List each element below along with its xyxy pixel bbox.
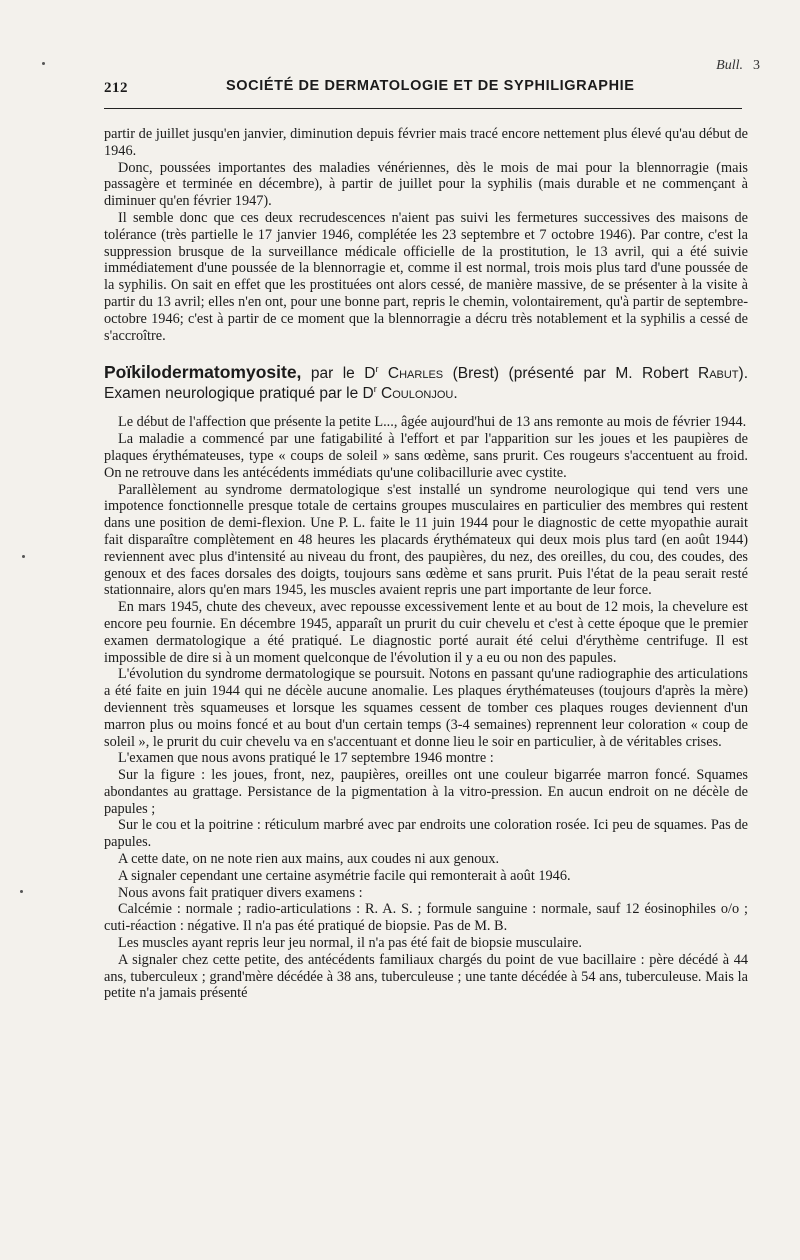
- title-text-2: (Brest) (présenté par M. Robert: [443, 365, 698, 383]
- title-end: .: [453, 385, 458, 403]
- volume-mark: [716, 58, 760, 74]
- intro-paragraph-3: Il semble donc que ces deux recrudescences n'aient pas suivi les fermetures successives des maisons de tolérance (très partielle le 17 janvier 1946, complétée les 23 septembre et 7 octobre 1946). Par contre, c'est la suppression brusque de la surveillance médicale officielle de la prostitution, le 13 avril, qui a été suivie immédiatement d'une poussée de la blennorragie et, comme il est normal, trois mois plus tard d'une poussée de la syphilis. On sait en effet que les prostituées ont alors cessé, de manière massive, de se présenter à la visite à partir du 13 avril; elles n'en ont, pour une bonne part, repris le chemin, volontairement, qu'à partir de septembre-octobre 1946; c'est à partir de ce moment que la blennorragie a décru très notablement et la syphilis a cessé de s'accroître.: [104, 209, 748, 344]
- author-name-2: Rabut: [698, 365, 739, 383]
- scan-speck: [42, 62, 45, 65]
- body-paragraph: Calcémie : normale ; radio-articulations : R. A. S. ; formule sanguine : normale, sauf 12 éosinophiles o/o ; cuti-réaction : négative. Il n'a pas été pratiqué de biopsie. Pas de M. B.: [104, 901, 748, 935]
- article-title-main: Poïkilodermatomyosite,: [104, 362, 302, 383]
- author-name-1: Charles: [387, 365, 444, 383]
- body-paragraph: La maladie a commencé par une fatigabilité à l'effort et par l'apparition sur les joues et les paupières de plaques érythémateuses, type « coups de soleil » sans œdème, sans prurit. Ces rougeurs s'accentuent au froid. On ne retrouve dans les antécédents immédiats qu'une colibacillurie avec cystite.: [104, 431, 748, 481]
- body-paragraph: Nous avons fait pratiquer divers examens :: [118, 884, 363, 901]
- volume-label: Bull.: [716, 58, 743, 73]
- body-paragraph: L'examen que nous avons pratiqué le 17 septembre 1946 montre :: [118, 750, 494, 767]
- intro-paragraph-1: partir de juillet jusqu'en janvier, diminution depuis février mais tracé encore nettement plus élevé qu'au début de 1946.: [104, 126, 748, 159]
- body-paragraph: L'évolution du syndrome dermatologique se poursuit. Notons en passant qu'une radiographie des articulations a été faite en juin 1944 qui ne décèle aucune anomalie. Les plaques érythémateuses (toujours d'après la mère) deviennent très squameuses et lorsque les squames cessent de tomber ces plaques rouges deviennent d'un marron plus ou moins foncé et au bout d'un certain temps (3-4 semaines) reprennent leur coloration « coup de soleil », le prurit du cuir chevelu va en s'accentuant et donne lieu le soir en particulier, à de véritables crises.: [104, 666, 748, 750]
- page-number: 212: [104, 80, 128, 96]
- title-sup-1: r: [375, 364, 379, 375]
- body-paragraph: A signaler cependant une certaine asymétrie facile qui remonterait à août 1946.: [118, 867, 571, 884]
- scan-speck: [20, 890, 23, 893]
- body-paragraph: A signaler chez cette petite, des antécédents familiaux chargés du point de vue bacillaire : père décédé à 44 ans, tuberculeux ; grand'mère décédée à 38 ans, tuberculeuse ; une tante décédée à 54 ans, tuberculeuse. Mais la petite n'a jamais présenté: [104, 951, 748, 1002]
- title-sup-2: r: [373, 384, 377, 395]
- body-paragraph: Sur la figure : les joues, front, nez, paupières, oreilles ont une couleur bigarrée marron foncé. Squames abondantes au grattage. Persistance de la pigmentation à la vitro-pression. En aucun endroit on ne décèle de papules ;: [104, 767, 748, 817]
- scan-speck: [22, 555, 25, 558]
- header-rule: [104, 108, 742, 109]
- section-gap: [104, 344, 748, 362]
- body-paragraph: Parallèlement au syndrome dermatologique s'est installé un syndrome neurologique qui tend vers une impotence fonctionnelle presque totale de certains groupes musculaires en particulier des membres qui restent dans une position de demi-flexion. Une P. L. faite le 11 juin 1944 pour le diagnostic de cette myopathie aurait fait disparaître complètement en 48 heures les placards érythémateux qui deux mois plus tard (en août 1944) reviennent avec plus d'intensité au niveau du front, des paupières, du nez, des oreilles, du cou, des coudes, des genoux et des faces dorsales des doigts, toujours sans œdème et sans prurit. Puis l'état de la peau serait resté stationnaire, alors qu'en mars 1945, les muscles avaient repris une part importante de leur force.: [104, 481, 748, 599]
- article-title: [104, 362, 748, 404]
- page-body: [104, 126, 748, 1002]
- body-paragraph: Les muscles ayant repris leur jeu normal, il n'a pas été fait de biopsie musculaire.: [118, 935, 582, 952]
- title-text-3: ). Examen neurologique pratiqué par le D: [104, 365, 748, 403]
- volume-number: 3: [753, 58, 760, 73]
- running-head: SOCIÉTÉ DE DERMATOLOGIE ET DE SYPHILIGRAPHIE: [226, 78, 635, 94]
- title-text-1: par le D: [301, 365, 376, 383]
- body-paragraph: Le début de l'affection que présente la petite L..., âgée aujourd'hui de 13 ans remonte au mois de février 1944.: [118, 414, 747, 431]
- body-paragraph: En mars 1945, chute des cheveux, avec repousse excessivement lente et au bout de 12 mois, la chevelure est encore peu fournie. En décembre 1945, apparaît un prurit du cuir chevelu et c'est à cette époque que le premier examen dermatologique a été pratiqué. Le diagnostic porté aurait été celui d'érythème centrifuge. Il est impossible de dire si à un moment quelconque de l'évolution il y a eu ou non des papules.: [104, 599, 748, 666]
- intro-paragraph-2: Donc, poussées importantes des maladies vénériennes, dès le mois de mai pour la blennorragie (mais passagère et terminée en décembre), à partir de juillet pour la syphilis (mais durable et ne commençant à diminuer qu'en février 1947).: [104, 159, 748, 210]
- author-name-3: Coulonjou: [381, 385, 454, 403]
- body-paragraph: A cette date, on ne note rien aux mains, aux coudes ni aux genoux.: [118, 851, 500, 868]
- body-paragraph: Sur le cou et la poitrine : réticulum marbré avec par endroits une coloration rosée. Ici peu de squames. Pas de papules.: [104, 817, 748, 851]
